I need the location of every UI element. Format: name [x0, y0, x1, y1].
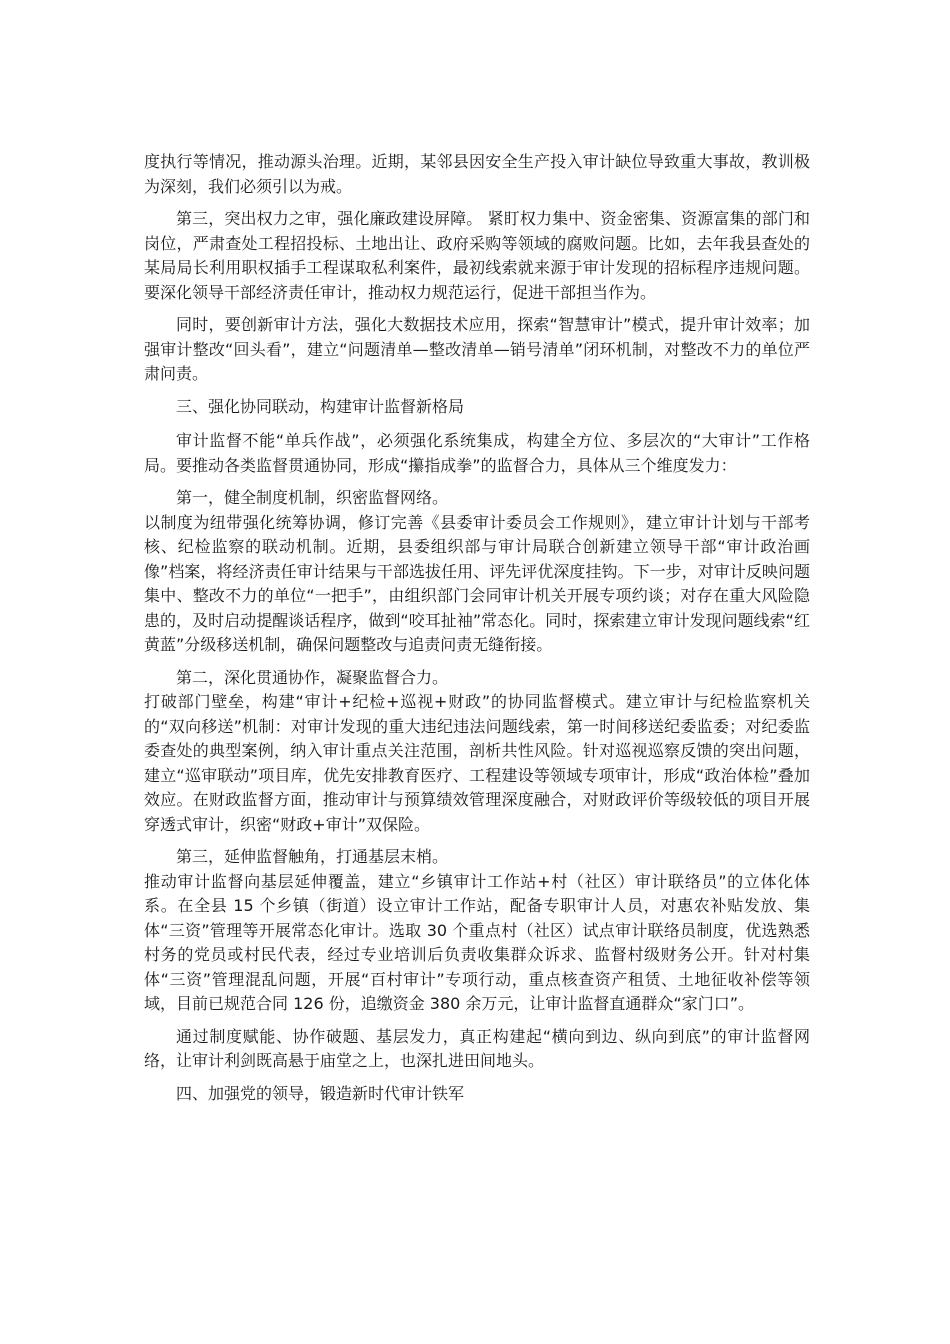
subsection-first: [144, 486, 810, 658]
subsection-second-body: 打破部门壁垒，构建“审计+纪检+巡视+财政”的协同监督模式。建立审计与纪检监察机关的“双向移送”机制：对审计发现的重大违纪违法问题线索，第一时间移送纪委监委；对纪委监委查处的典型案例，纳入审计重点关注范围，剖析共性风险。针对巡视巡察反馈的突出问题，建立“巡审联动”项目库，优先安排教育医疗、工程建设等领域专项审计，形成“政治体检”叠加效应。在财政监督方面，推动审计与预算绩效管理深度融合，对财政评价等级较低的项目开展穿透式审计，织密“财政+审计”双保险。: [144, 692, 810, 834]
paragraph-overflow-governance: 度执行等情况，推动源头治理。近期，某邻县因安全生产投入审计缺位导致重大事故，教训极为深刻，我们必须引以为戒。: [144, 152, 810, 196]
section-heading-four: 四、加强党的领导，锻造新时代审计铁军: [176, 1083, 465, 1103]
subsection-third-body: 推动审计监督向基层延伸覆盖，建立“乡镇审计工作站+村（社区）审计联络员”的立体化体系。在全县 15 个乡镇（街道）设立审计工作站，配备专职审计人员，对惠农补贴发放、集体“三资”管理等开展常态化审计。选取 30 个重点村（社区）试点审计联络员制度，优选熟悉村务的党员或村民代表，经过专业培训后负责收集群众诉求、监督村级财务公开。针对村集体“三资”管理混乱问题，开展“百村审计”专项行动，重点核查资产租赁、土地征收补偿等领域，目前已规范合同 126 份，追缴资金 380 余万元，让审计监督直通群众“家门口”。: [144, 871, 810, 1013]
paragraph-big-audit: 审计监督不能“单兵作战”，必须强化系统集成，构建全方位、多层次的“大审计”工作格局。要推动各类监督贯通协同，形成“攥指成拳”的监督合力，具体从三个维度发力：: [144, 431, 810, 475]
subsection-first-title: 第一，健全制度机制，织密监督网络。: [176, 488, 449, 507]
document-body: [144, 150, 810, 1116]
section-heading-three: 三、强化协同联动，构建审计监督新格局: [176, 396, 465, 416]
subsection-third: [144, 845, 810, 1017]
paragraph-audit-innovation: 同时，要创新审计方法，强化大数据技术应用，探索“智慧审计”模式，提升审计效率；加强审计整改“回头看”，建立“问题清单—整改清单—销号清单”闭环机制，对整改不力的单位严肃问责。: [144, 315, 810, 383]
subsection-first-body: 以制度为纽带强化统筹协调，修订完善《县委审计委员会工作规则》，建立审计计划与干部考核、纪检监察的联动机制。近期，县委组织部与审计局联合创新建立领导干部“审计政治画像”档案，将经济责任审计结果与干部选拔任用、评先评优深度挂钩。下一步，对审计反映问题集中、整改不力的单位“一把手”，由组织部门会同审计机关开展专项约谈；对存在重大风险隐患的，及时启动提醒谈话程序，做到“咬耳扯袖”常态化。同时，探索建立审计发现问题线索“红黄蓝”分级移送机制，确保问题整改与追责问责无缝衔接。: [144, 512, 810, 654]
paragraph-summary: 通过制度赋能、协作破题、基层发力，真正构建起“横向到边、纵向到底”的审计监督网络，让审计利剑既高悬于庙堂之上，也深扎进田间地头。: [144, 1026, 810, 1070]
subsection-third-title: 第三，延伸监督触角，打通基层末梢。: [176, 847, 449, 866]
paragraph-power-audit: 第三，突出权力之审，强化廉政建设屏障。 紧盯权力集中、资金密集、资源富集的部门和岗位，严肃查处工程招投标、土地出让、政府采购等领域的腐败问题。比如，去年我县查处的某局局长利用职权插手工程谋取私利案件，最初线索就来源于审计发现的招标程序违规问题。要深化领导干部经济责任审计，推动权力规范运行，促进干部担当作为。: [144, 209, 810, 302]
subsection-second: [144, 666, 810, 838]
subsection-second-title: 第二，深化贯通协作，凝聚监督合力。: [176, 667, 449, 687]
